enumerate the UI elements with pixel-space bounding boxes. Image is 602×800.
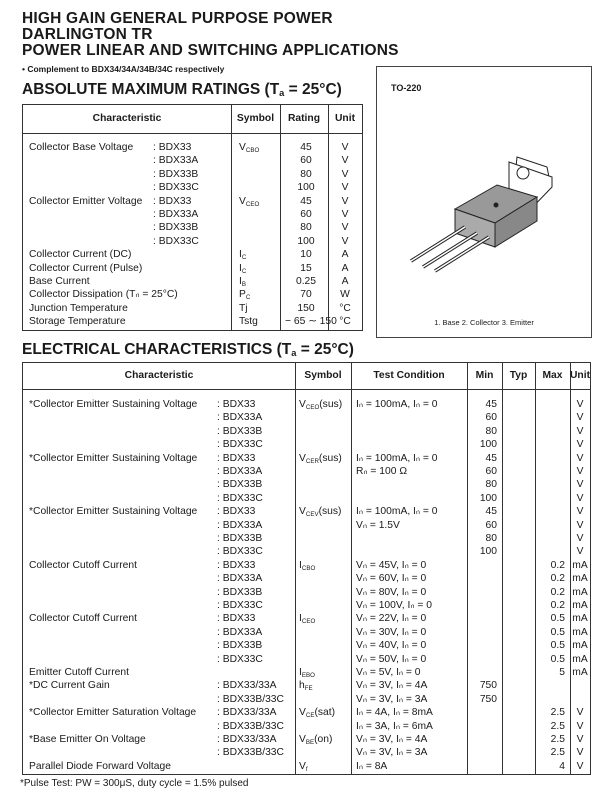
condition-cell: Vₙ = 40V, Iₙ = 0 — [356, 640, 427, 652]
table-row — [23, 182, 362, 195]
min-cell: 100 — [479, 439, 497, 451]
title-line-1: HIGH GAIN GENERAL PURPOSE POWER — [22, 10, 333, 27]
variant-cell: : BDX33B — [153, 222, 199, 234]
condition-cell: Vₙ = 100V, Iₙ = 0 — [356, 600, 432, 611]
unit-cell: V — [576, 506, 584, 518]
variant-cell: : BDX33/33A — [217, 734, 277, 745]
max-cell: 0.5 — [550, 640, 565, 652]
condition-cell: Iₙ = 3A, Iₙ = 6mA — [356, 720, 433, 732]
table-row — [23, 493, 590, 506]
table-row — [23, 399, 590, 412]
max-cell: 4 — [559, 760, 565, 772]
unit-cell: V — [576, 466, 584, 477]
condition-cell: Vₙ = 60V, Iₙ = 0 — [356, 573, 427, 585]
table-row — [23, 453, 590, 466]
rating-cell: − 65 ∼ 150 — [285, 316, 337, 328]
characteristic-cell: Junction Temperature — [29, 302, 128, 314]
characteristic-cell: *Collector Emitter Sustaining Voltage — [29, 452, 198, 464]
characteristic-cell: Collector Emitter Voltage — [29, 195, 143, 207]
symbol-subscript: BE — [305, 739, 315, 746]
table-row — [23, 276, 362, 289]
variant-cell: : BDX33B — [217, 586, 263, 598]
symbol-base: V — [299, 734, 306, 745]
rating-cell: 150 — [297, 302, 315, 314]
symbol-suffix: (on) — [314, 734, 333, 745]
rating-cell: 80 — [300, 222, 312, 234]
to220-package-drawing — [397, 137, 572, 287]
symbol-subscript: CEO — [301, 618, 316, 626]
symbol-suffix: (sus) — [318, 506, 342, 518]
column-header: Symbol — [304, 370, 342, 381]
min-cell: 100 — [479, 492, 497, 504]
table-row — [23, 627, 590, 640]
max-cell: 0.2 — [550, 573, 565, 585]
variant-cell: : BDX33B/33C — [217, 693, 284, 705]
symbol-subscript: EBO — [301, 672, 315, 679]
variant-cell: : BDX33A — [153, 155, 199, 167]
table-row — [23, 600, 590, 613]
symbol-subscript: CEO — [245, 200, 260, 208]
symbol-base: V — [239, 195, 246, 207]
min-cell: 45 — [485, 506, 497, 518]
pulse-test-footnote: *Pulse Test: PW = 300μS, duty cycle = 1.5% pulsed — [20, 778, 249, 789]
rating-cell: 45 — [300, 142, 312, 153]
unit-cell: V — [576, 479, 584, 491]
table-row — [23, 209, 362, 222]
pin-legend: 1. Base 2. Collector 3. Emitter — [434, 318, 534, 327]
abs-max-table — [22, 104, 363, 331]
variant-cell: : BDX33A — [153, 209, 199, 220]
condition-cell: Vₙ = 30V, Iₙ = 0 — [356, 626, 427, 638]
unit-cell: V — [576, 747, 584, 759]
column-header: Rating — [287, 113, 321, 124]
characteristic-cell: *Collector Emitter Sustaining Voltage — [29, 506, 198, 518]
unit-cell: °C — [339, 302, 351, 314]
variant-cell: : BDX33 — [217, 613, 256, 625]
column-header: Typ — [509, 370, 528, 381]
table-row — [23, 573, 590, 586]
symbol-base: V — [299, 399, 306, 410]
condition-cell: Vₙ = 3V, Iₙ = 3A — [356, 693, 428, 705]
symbol-suffix: (sus) — [318, 452, 342, 464]
min-cell: 60 — [485, 519, 497, 531]
column-header: Characteristic — [124, 370, 194, 381]
symbol-base: I — [239, 262, 242, 274]
min-cell: 80 — [485, 425, 497, 437]
table-row — [23, 316, 362, 329]
package-box — [376, 66, 592, 338]
rating-cell: 70 — [300, 289, 312, 301]
symbol-subscript: CE — [305, 712, 315, 720]
table-row — [23, 439, 590, 452]
condition-cell: Iₙ = 4A, Iₙ = 8mA — [356, 707, 433, 719]
abs-max-heading-sub: a — [279, 88, 285, 98]
symbol-base: V — [299, 506, 306, 518]
variant-cell: : BDX33C — [153, 182, 199, 194]
table-row — [23, 734, 590, 747]
symbol-base: Tstg — [239, 316, 258, 328]
column-header: Test Condition — [373, 370, 445, 381]
characteristic-cell: Storage Temperature — [29, 316, 126, 328]
table-row — [23, 222, 362, 235]
variant-cell: : BDX33A — [217, 573, 263, 585]
table-row — [23, 249, 362, 262]
characteristic-cell: Base Current — [29, 276, 90, 287]
table-row — [23, 707, 590, 720]
table-row — [23, 640, 590, 653]
condition-cell: Vₙ = 3V, Iₙ = 4A — [356, 734, 428, 745]
unit-cell: mA — [572, 640, 588, 652]
table-row — [23, 479, 590, 492]
variant-cell: : BDX33A — [217, 466, 263, 477]
variant-cell: : BDX33C — [217, 492, 263, 504]
table-row — [23, 236, 362, 249]
max-cell: 0.5 — [550, 626, 565, 638]
rating-cell: 60 — [300, 209, 312, 220]
variant-cell: : BDX33C — [217, 653, 263, 665]
table-row — [23, 196, 362, 209]
symbol-base: V — [299, 452, 306, 464]
symbol-base: V — [299, 707, 306, 719]
table-row — [23, 761, 590, 774]
symbol-subscript: FE — [304, 685, 313, 693]
unit-cell: mA — [572, 586, 588, 598]
unit-cell: V — [341, 195, 349, 207]
table-row — [23, 587, 590, 600]
characteristic-cell: Parallel Diode Forward Voltage — [29, 760, 171, 772]
table-row — [23, 466, 590, 479]
condition-cell: Iₙ = 8A — [356, 760, 388, 772]
symbol-subscript: CEO — [305, 404, 320, 411]
unit-cell: V — [576, 760, 584, 772]
variant-cell: : BDX33 — [217, 506, 256, 518]
symbol-subscript: C — [241, 254, 247, 262]
unit-cell: V — [341, 155, 349, 167]
symbol-cell — [239, 316, 258, 331]
unit-cell: V — [576, 519, 584, 531]
unit-cell: V — [576, 533, 584, 544]
table-row — [23, 613, 590, 626]
table-row — [23, 155, 362, 168]
rating-cell: 15 — [300, 262, 312, 274]
characteristic-cell: Emitter Cutoff Current — [29, 667, 129, 678]
table-row — [23, 289, 362, 302]
table-row — [23, 303, 362, 316]
unit-cell: °C — [339, 316, 351, 328]
condition-cell: Vₙ = 3V, Iₙ = 3A — [356, 747, 428, 759]
table-row — [23, 680, 590, 693]
table-row — [23, 142, 362, 155]
table-row — [23, 169, 362, 182]
condition-cell: Vₙ = 5V, Iₙ = 0 — [356, 667, 421, 678]
table-row — [23, 747, 590, 760]
condition-cell: Vₙ = 50V, Iₙ = 0 — [356, 653, 427, 665]
variant-cell: : BDX33B/33C — [217, 720, 284, 732]
column-header: Characteristic — [92, 113, 162, 124]
min-cell: 80 — [485, 479, 497, 491]
rating-cell: 45 — [300, 195, 312, 207]
rating-cell: 80 — [300, 168, 312, 180]
variant-cell: : BDX33B/33C — [217, 747, 284, 759]
symbol-subscript: CBO — [301, 564, 316, 572]
max-cell: 2.5 — [550, 720, 565, 732]
table-row — [23, 721, 590, 734]
variant-cell: : BDX33A — [217, 412, 263, 424]
condition-cell: Vₙ = 45V, Iₙ = 0 — [356, 559, 427, 571]
table-row — [23, 412, 590, 425]
variant-cell: : BDX33 — [153, 195, 192, 207]
symbol-base: h — [299, 680, 305, 692]
table-row — [23, 263, 362, 276]
max-cell: 0.2 — [550, 586, 565, 598]
min-cell: 60 — [485, 466, 497, 477]
condition-cell: Iₙ = 100mA, Iₙ = 0 — [356, 506, 438, 518]
symbol-base: I — [299, 559, 302, 571]
unit-cell: V — [576, 546, 584, 558]
symbol-subscript: f — [305, 765, 308, 773]
table-row — [23, 546, 590, 559]
variant-cell: : BDX33C — [217, 546, 263, 558]
unit-cell: mA — [572, 626, 588, 638]
unit-cell: V — [341, 142, 349, 153]
table-row — [23, 667, 590, 680]
table-row — [23, 694, 590, 707]
symbol-subscript: CER — [305, 457, 319, 465]
characteristic-cell: *DC Current Gain — [29, 680, 110, 692]
min-cell: 45 — [485, 452, 497, 464]
rating-cell: 60 — [300, 155, 312, 167]
symbol-subscript: CBO — [245, 147, 260, 154]
characteristic-cell: *Collector Emitter Sustaining Voltage — [29, 399, 198, 410]
min-cell: 750 — [479, 693, 497, 705]
symbol-base: V — [239, 142, 246, 153]
variant-cell: : BDX33C — [153, 235, 199, 247]
title-line-3: POWER LINEAR AND SWITCHING APPLICATIONS — [22, 42, 399, 59]
condition-cell: Iₙ = 100mA, Iₙ = 0 — [356, 399, 438, 410]
variant-cell: : BDX33B — [217, 533, 263, 544]
abs-max-heading-text: ABSOLUTE MAXIMUM RATINGS (T — [22, 81, 280, 98]
unit-cell: mA — [572, 653, 588, 665]
column-header: Max — [542, 370, 563, 381]
symbol-cell — [299, 761, 308, 776]
variant-cell: : BDX33 — [217, 559, 256, 571]
elec-table — [22, 362, 591, 775]
unit-cell: V — [576, 412, 584, 424]
unit-cell: mA — [572, 559, 588, 571]
characteristic-cell: Collector Base Voltage — [29, 142, 134, 153]
max-cell: 0.5 — [550, 613, 565, 625]
max-cell: 2.5 — [550, 734, 565, 745]
unit-cell: mA — [572, 613, 588, 625]
variant-cell: : BDX33/33A — [217, 707, 277, 719]
characteristic-cell: Collector Current (DC) — [29, 249, 132, 261]
max-cell: 5 — [559, 667, 565, 678]
variant-cell: : BDX33 — [153, 142, 192, 153]
variant-cell: : BDX33A — [217, 519, 263, 531]
condition-cell: Iₙ = 100mA, Iₙ = 0 — [356, 452, 438, 464]
unit-cell: A — [341, 249, 349, 261]
unit-cell: V — [576, 734, 584, 745]
condition-cell: Vₙ = 1.5V — [356, 519, 400, 531]
rating-cell: 100 — [297, 235, 315, 247]
max-cell: 0.2 — [550, 600, 565, 611]
table-row — [23, 520, 590, 533]
title-line-2: DARLINGTON TR — [22, 26, 153, 43]
rating-cell: 10 — [300, 249, 312, 261]
characteristic-cell: Collector Cutoff Current — [29, 559, 137, 571]
variant-cell: : BDX33C — [217, 439, 263, 451]
condition-cell: Vₙ = 80V, Iₙ = 0 — [356, 586, 427, 598]
symbol-base: I — [239, 249, 242, 261]
characteristic-cell: Collector Dissipation (Tₙ = 25°C) — [29, 289, 178, 301]
max-cell: 2.5 — [550, 747, 565, 759]
variant-cell: : BDX33/33A — [217, 680, 277, 692]
symbol-base: I — [299, 613, 302, 625]
table-row — [23, 654, 590, 667]
variant-cell: : BDX33B — [217, 425, 263, 437]
min-cell: 750 — [479, 680, 497, 692]
symbol-subscript: CEV — [305, 511, 319, 519]
characteristic-cell: *Collector Emitter Saturation Voltage — [29, 707, 197, 719]
symbol-subscript: B — [241, 281, 246, 288]
unit-cell: W — [340, 289, 350, 301]
table-row — [23, 560, 590, 573]
unit-cell: V — [576, 399, 584, 410]
variant-cell: : BDX33B — [217, 640, 263, 652]
max-cell: 2.5 — [550, 707, 565, 719]
elec-heading-sub: a — [291, 348, 297, 358]
column-header: Symbol — [236, 113, 275, 124]
rating-cell: 0.25 — [295, 276, 317, 287]
unit-cell: mA — [572, 573, 588, 585]
condition-cell: Vₙ = 3V, Iₙ = 4A — [356, 680, 428, 692]
unit-cell: V — [576, 720, 584, 732]
min-cell: 100 — [479, 546, 497, 558]
characteristic-cell: Collector Cutoff Current — [29, 613, 137, 625]
unit-cell: mA — [572, 667, 588, 678]
variant-cell: : BDX33C — [217, 600, 263, 611]
unit-cell: V — [576, 425, 584, 437]
column-header: Unit — [570, 370, 591, 381]
symbol-base: V — [299, 760, 306, 772]
table-row — [23, 533, 590, 546]
symbol-subscript: C — [245, 294, 251, 302]
min-cell: 80 — [485, 533, 497, 544]
characteristic-cell: Collector Current (Pulse) — [29, 262, 143, 274]
unit-cell: V — [341, 209, 349, 220]
rating-cell: 100 — [297, 182, 315, 194]
abs-max-heading-tail: = 25°C) — [284, 81, 342, 98]
abs-max-heading — [22, 81, 342, 99]
variant-cell: : BDX33A — [217, 626, 263, 638]
max-cell: 0.2 — [550, 559, 565, 571]
symbol-base: Tj — [239, 302, 248, 314]
unit-cell: mA — [572, 600, 588, 611]
condition-cell: Vₙ = 22V, Iₙ = 0 — [356, 613, 427, 625]
characteristic-cell: *Base Emitter On Voltage — [29, 734, 146, 745]
table-row — [23, 426, 590, 439]
min-cell: 45 — [485, 399, 497, 410]
table-row — [23, 506, 590, 519]
unit-cell: V — [576, 707, 584, 719]
variant-cell: : BDX33 — [217, 399, 256, 410]
unit-cell: V — [341, 222, 349, 234]
unit-cell: V — [576, 452, 584, 464]
unit-cell: V — [341, 235, 349, 247]
unit-cell: V — [341, 182, 349, 194]
elec-heading-tail: = 25°C) — [296, 341, 354, 358]
symbol-base: P — [239, 289, 246, 301]
elec-heading — [22, 341, 354, 359]
symbol-suffix: (sus) — [319, 399, 343, 410]
variant-cell: : BDX33 — [217, 452, 256, 464]
max-cell: 0.5 — [550, 653, 565, 665]
complement-note: • Complement to BDX34/34A/34B/34C respectively — [22, 64, 225, 74]
condition-cell: Rₙ = 100 Ω — [356, 466, 408, 477]
unit-cell: V — [576, 492, 584, 504]
symbol-subscript: C — [241, 267, 247, 275]
unit-cell: A — [341, 276, 349, 287]
package-name: TO-220 — [391, 83, 422, 93]
variant-cell: : BDX33B — [153, 168, 199, 180]
elec-heading-text: ELECTRICAL CHARACTERISTICS (T — [22, 341, 292, 358]
min-cell: 60 — [485, 412, 497, 424]
symbol-base: I — [239, 276, 242, 287]
unit-cell: V — [341, 168, 349, 180]
unit-cell: A — [341, 262, 349, 274]
column-header: Min — [475, 370, 494, 381]
symbol-suffix: (sat) — [314, 707, 336, 719]
variant-cell: : BDX33B — [217, 479, 263, 491]
symbol-base: I — [299, 667, 302, 678]
column-header: Unit — [334, 113, 355, 124]
unit-cell: V — [576, 439, 584, 451]
